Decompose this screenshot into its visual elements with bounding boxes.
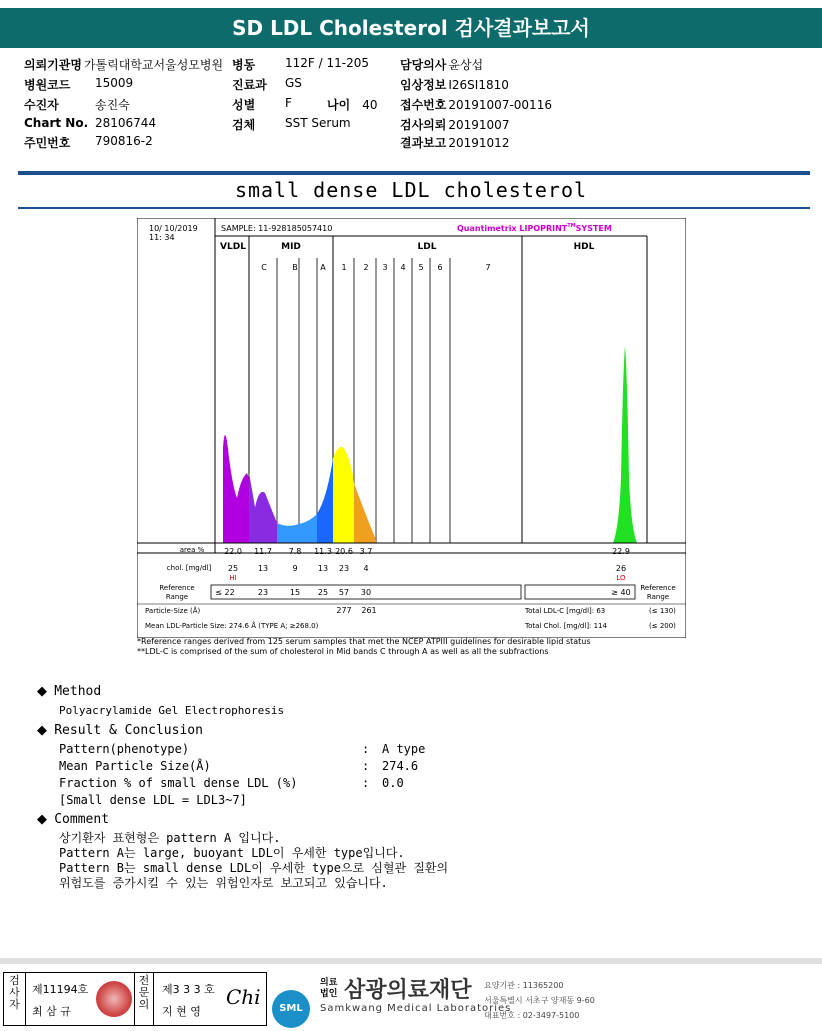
total-ldl-label: Total LDL-C [mg/dl]: 63 <box>525 607 606 615</box>
electrophoresis-chart-svg <box>137 218 686 638</box>
chol-value: 23 <box>338 564 350 573</box>
request-value: 20191007 <box>448 118 510 132</box>
specimen-label: 검체 <box>232 118 256 132</box>
method-heading <box>37 684 101 699</box>
particle-size-label: Particle-Size (Å) <box>145 607 201 615</box>
band-label: 4 <box>400 263 406 272</box>
brand-tm: TM <box>567 223 576 229</box>
diamond-icon: ◆ <box>37 723 47 738</box>
method-text: Polyacrylamide Gel Electrophoresis <box>59 704 285 717</box>
result-heading-text: Result & Conclusion <box>54 723 203 738</box>
chol-value: 9 <box>292 564 298 573</box>
chart-no-label: Chart No. <box>24 116 89 130</box>
result-row-label: Fraction % of small dense LDL (%) <box>59 776 298 790</box>
band-label: 6 <box>437 263 443 272</box>
band-label: C <box>261 263 267 272</box>
chol-value: 13 <box>257 564 269 573</box>
mean-particle-label: Mean LDL-Particle Size: 274.6 Å (TYPE A; ≥268.0) <box>145 622 319 630</box>
result-row-value: 0.0 <box>382 776 404 790</box>
area-value: 22.0 <box>224 547 242 556</box>
specialist-name: 지 현 영 <box>162 1005 201 1018</box>
comment-heading-text: Comment <box>54 812 110 827</box>
area-value: 11.7 <box>254 547 272 556</box>
inspector-label <box>4 973 26 1025</box>
ward-label: 병동 <box>232 58 256 72</box>
doctor-value: 윤상섭 <box>448 58 484 72</box>
note-1: *Reference ranges derived from 125 serum samples that met the NCEP ATPIII guidelines for desirable lipid status <box>137 637 591 646</box>
chol-value: 4 <box>363 564 369 573</box>
hi-flag: HI <box>229 574 237 582</box>
ref-range-value: ≥ 40 <box>611 588 631 597</box>
lo-flag: LO <box>616 574 626 582</box>
result-row-label: Pattern(phenotype) <box>59 742 190 756</box>
inspector-label-text: 검 사 자 <box>9 974 20 1011</box>
specialist-no: 제3 3 3 호 <box>162 983 215 996</box>
ref-range-value: 25 <box>317 588 329 597</box>
total-chol-label: Total Chol. [mg/dl]: 114 <box>525 622 607 630</box>
chart-frame <box>137 218 686 638</box>
brand-suffix: SYSTEM <box>575 224 612 233</box>
result-colon: : <box>362 776 370 790</box>
clinical-info-label: 임상정보 <box>400 78 447 92</box>
result-colon: : <box>362 742 370 756</box>
ref-right-label: Reference <box>640 584 676 592</box>
particle-size-value: 261 <box>361 606 377 615</box>
result-row-value: A type <box>382 742 426 756</box>
org-name: 삼광의료재단 <box>344 978 472 1003</box>
comment-line: 위험도를 증가시킬 수 있는 위험인자로 보고되고 있습니다. <box>59 876 388 890</box>
ref-right-label: Range <box>646 593 670 601</box>
band-label: A <box>320 263 326 272</box>
specialist-label-text: 전 문 의 <box>138 974 150 1011</box>
report-date-label: 결과보고 <box>400 136 447 150</box>
ldl-label: LDL <box>417 242 437 252</box>
org-code: 요양기관 : 11365200 <box>484 981 564 990</box>
area-value: 11.3 <box>314 547 332 556</box>
org-phone: 대표번호 : 02-3497-5100 <box>484 1011 580 1020</box>
chart-sample: SAMPLE: 11-928185057410 <box>221 224 333 233</box>
resident-label: 주민번호 <box>24 136 71 150</box>
signature-box <box>3 972 267 1026</box>
total-ldl-ref: (≤ 130) <box>649 607 676 615</box>
ref-range-value: 15 <box>289 588 301 597</box>
area-value: 22.9 <box>612 547 630 556</box>
doctor-label: 담당의사 <box>400 58 447 72</box>
age-label: 나이 <box>327 98 351 112</box>
specimen-value: SST Serum <box>285 116 351 130</box>
footer-divider <box>0 958 822 964</box>
receipt-label: 접수번호 <box>400 98 447 112</box>
ref-row-label: Range <box>165 593 189 601</box>
patient-label: 수진자 <box>24 98 59 112</box>
band-label: B <box>292 263 298 272</box>
org-english-name: Samkwang Medical Laboratories <box>320 1003 512 1014</box>
sml-logo-icon: SML <box>272 990 310 1028</box>
band-label: 1 <box>341 263 347 272</box>
chol-row-label: chol. [mg/dl] <box>166 564 212 572</box>
comment-line: Pattern A는 large, buoyant LDL이 우세한 type입니다. <box>59 846 405 860</box>
ref-row-label: Reference <box>159 584 195 592</box>
ref-range-value: 23 <box>257 588 269 597</box>
ref-range-value: 57 <box>338 588 350 597</box>
mid-b-peak <box>277 523 299 543</box>
ward-value: 112F / 11-205 <box>285 56 369 70</box>
area-value: 20.6 <box>335 547 353 556</box>
sex-label: 성별 <box>232 98 256 112</box>
area-row-label: area % <box>179 546 205 554</box>
divider <box>18 207 810 209</box>
inspector-name: 최 삼 규 <box>32 1005 71 1018</box>
mid-label: MID <box>281 242 301 252</box>
department-value: GS <box>285 76 302 90</box>
specialist-label <box>134 973 154 1025</box>
request-label: 검사의뢰 <box>400 118 447 132</box>
total-chol-ref: (≤ 200) <box>649 622 676 630</box>
chart-no-value: 28106744 <box>95 116 157 130</box>
result-heading <box>37 723 203 738</box>
chart-date: 10/ 10/2019 <box>149 224 198 233</box>
chart-time: 11: 34 <box>149 233 175 242</box>
clinical-info-value: I26SI1810 <box>448 78 509 92</box>
divider <box>18 171 810 175</box>
comment-line: Pattern B는 small dense LDL이 우세한 type으로 심혈관 질환의 <box>59 861 449 875</box>
comment-heading <box>37 812 109 827</box>
result-colon: : <box>362 759 370 773</box>
institution-label: 의뢰기관명 <box>24 58 82 72</box>
brand-name: Quantimetrix LIPOPRINT <box>457 224 568 233</box>
vldl-label: VLDL <box>220 242 246 252</box>
band-label: 5 <box>418 263 424 272</box>
sex-value: F <box>285 96 292 110</box>
signature: Chi <box>226 985 261 1009</box>
area-value: 7.8 <box>288 547 302 556</box>
inspector-no: 제11194호 <box>32 983 89 996</box>
receipt-value: 20191007-00116 <box>448 98 552 112</box>
diamond-icon: ◆ <box>37 684 47 699</box>
corp-type: 의료 법인 <box>320 978 338 999</box>
chart-brand <box>457 223 612 233</box>
ref-range-value: 30 <box>360 588 372 597</box>
section-title: small dense LDL cholesterol <box>234 178 588 202</box>
band-label: 3 <box>382 263 388 272</box>
chol-value: 13 <box>317 564 329 573</box>
hdl-label: HDL <box>573 242 595 252</box>
band-label: 7 <box>485 263 491 272</box>
particle-size-value: 277 <box>336 606 352 615</box>
age-value: 40 <box>362 98 378 112</box>
hospital-code-value: 15009 <box>95 76 134 90</box>
org-address: 서울특별시 서초구 양재동 9-60 <box>484 996 595 1005</box>
report-title: SD LDL Cholesterol 검사결과보고서 <box>0 8 822 48</box>
ref-range-value: ≤ 22 <box>215 588 235 597</box>
chol-value: 26 <box>615 564 627 573</box>
seal-stamp-icon <box>96 981 132 1017</box>
lipoprint-chart <box>137 218 686 658</box>
comment-line: 상기환자 표현형은 pattern A 입니다. <box>59 831 281 845</box>
result-footnote: [Small dense LDL = LDL3~7] <box>59 793 247 807</box>
chart-notes <box>137 637 591 657</box>
hospital-code-label: 병원코드 <box>24 78 71 92</box>
method-heading-text: Method <box>54 684 102 699</box>
chol-value: 25 <box>227 564 239 573</box>
resident-value: 790816-2 <box>95 134 153 148</box>
institution-value: 가톨릭대학교서울성모병원 <box>83 58 224 72</box>
result-row-value: 274.6 <box>382 759 419 773</box>
band-label: 2 <box>363 263 369 272</box>
patient-value: 송진숙 <box>95 98 130 112</box>
note-2: **LDL-C is comprised of the sum of cholesterol in Mid bands C through A as well as all the subfractions <box>137 647 549 656</box>
department-label: 진료과 <box>232 78 267 92</box>
diamond-icon: ◆ <box>37 812 47 827</box>
area-value: 3.7 <box>359 547 373 556</box>
report-date-value: 20191012 <box>448 136 510 150</box>
result-row-label: Mean Particle Size(Å) <box>59 759 211 773</box>
